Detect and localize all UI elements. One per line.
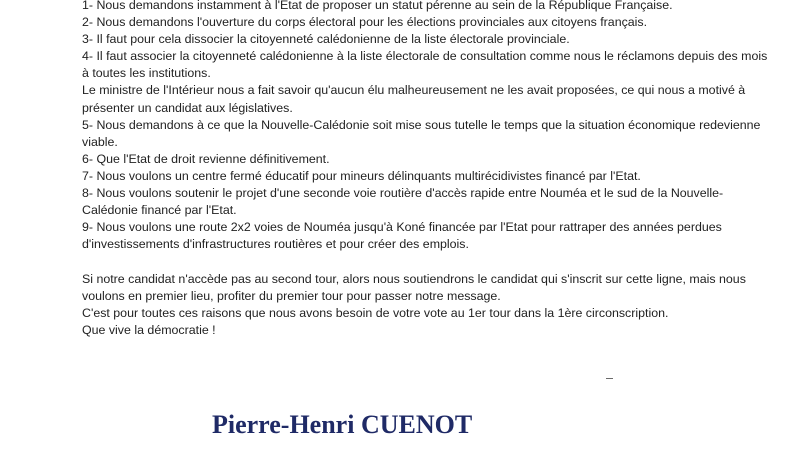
second-round-line-1: Si notre candidat n'accède pas au second tour, alors nous soutiendrons le candidat qui s'inscrit sur cette ligne, mais nous <box>82 271 746 286</box>
paragraph-gap <box>82 253 782 270</box>
document-body <box>82 0 782 339</box>
closing-line: Que vive la démocratie ! <box>82 322 216 337</box>
point-4-line-1: 4- Il faut associer la citoyenneté calédonienne à la liste électorale de consultation comme nous le réclamons depuis des mois <box>82 49 768 64</box>
vote-appeal-line: C'est pour toutes ces raisons que nous avons besoin de votre vote au 1er tour dans la 1ère circonscription. <box>82 305 669 320</box>
point-7-line: 7- Nous voulons un centre fermé éducatif pour mineurs délinquants multirécidivistes financé par l'Etat. <box>82 168 641 183</box>
second-round-line-2: voulons en premier lieu, profiter du premier tour pour passer notre message. <box>82 288 501 303</box>
point-4-line-2: à toutes les institutions. <box>82 66 211 81</box>
point-5-line-1: 5- Nous demandons à ce que la Nouvelle-Calédonie soit mise sous tutelle le temps que la situation économique redevienne <box>82 117 761 132</box>
point-6-line: 6- Que l'Etat de droit revienne définitivement. <box>82 151 330 166</box>
point-2-line: 2- Nous demandons l'ouverture du corps électoral pour les élections provinciales aux citoyens français. <box>82 15 648 30</box>
point-1-line: 1- Nous demandons instamment à l'Etat de proposer un statut pérenne au sein de la République Française. <box>82 0 673 12</box>
point-5-line-2: viable. <box>82 134 118 149</box>
point-9-line-2: d'investissements d'infrastructures routières et pour créer des emplois. <box>82 237 469 252</box>
point-3-line: 3- Il faut pour cela dissocier la citoyenneté calédonienne de la liste électorale provinciale. <box>82 32 570 47</box>
stray-mark <box>606 378 613 379</box>
point-8-line-2: Calédonie financé par l'Etat. <box>82 203 237 218</box>
point-9-line-1: 9- Nous voulons une route 2x2 voies de Nouméa jusqu'à Koné financée par l'Etat pour rattraper des années perdues <box>82 220 722 235</box>
minister-line-1: Le ministre de l'Intérieur nous a fait savoir qu'aucun élu malheureusement ne les avait proposées, ce qui nous a motivé à <box>82 83 746 98</box>
minister-line-2: présenter un candidat aux législatives. <box>82 100 293 115</box>
candidate-signature: Pierre-Henri CUENOT <box>212 410 473 439</box>
point-8-line-1: 8- Nous voulons soutenir le projet d'une seconde voie routière d'accès rapide entre Nouméa et le sud de la Nouvelle- <box>82 186 724 201</box>
